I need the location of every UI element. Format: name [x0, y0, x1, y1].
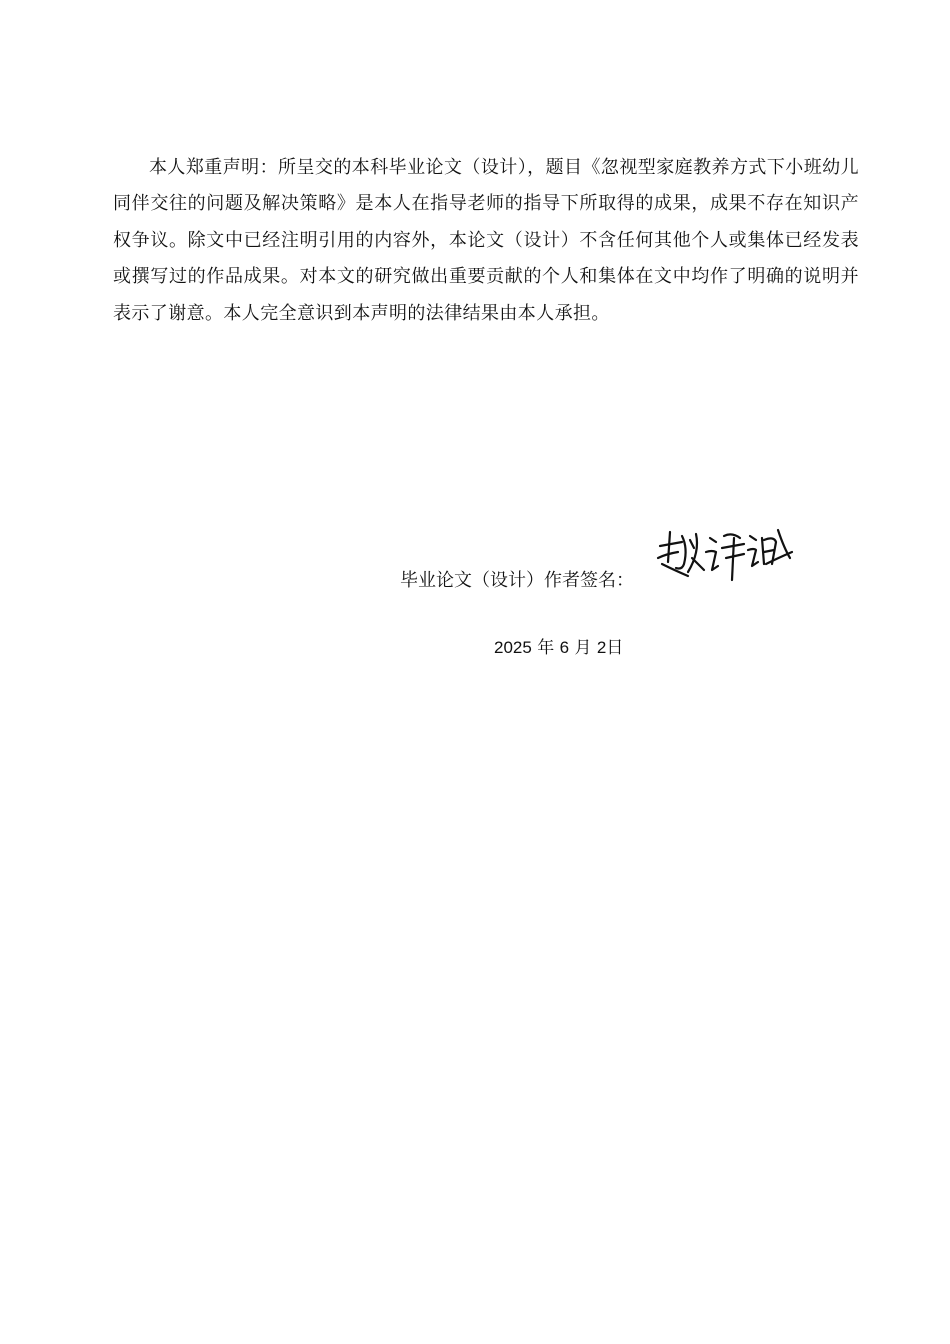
date-year: 2025 [494, 638, 532, 657]
date-year-unit: 年 [537, 638, 555, 658]
date-day-unit: 日 [606, 638, 624, 658]
signature-line [400, 566, 634, 596]
date-day: 2 [596, 638, 607, 657]
handwritten-signature [652, 518, 797, 586]
date-month: 6 [559, 638, 570, 657]
signing-date [494, 634, 623, 662]
originality-declaration-paragraph: 本人郑重声明：所呈交的本科毕业论文（设计），题目《忽视型家庭教养方式下小班幼儿同伴交往的问题及解决策略》是本人在指导老师的指导下所取得的成果，成果不存在知识产权争议。除文中已经注明引用的内容外，本论文（设计）不含任何其他个人或集体已经发表或撰写过的作品成果。对本文的研究做出重要贡献的个人和集体在文中均作了明确的说明并表示了谢意。本人完全意识到本声明的法律结果由本人承担。 [113, 157, 859, 324]
signature-label: 毕业论文（设计）作者签名： [400, 570, 634, 591]
date-month-unit: 月 [574, 638, 592, 658]
